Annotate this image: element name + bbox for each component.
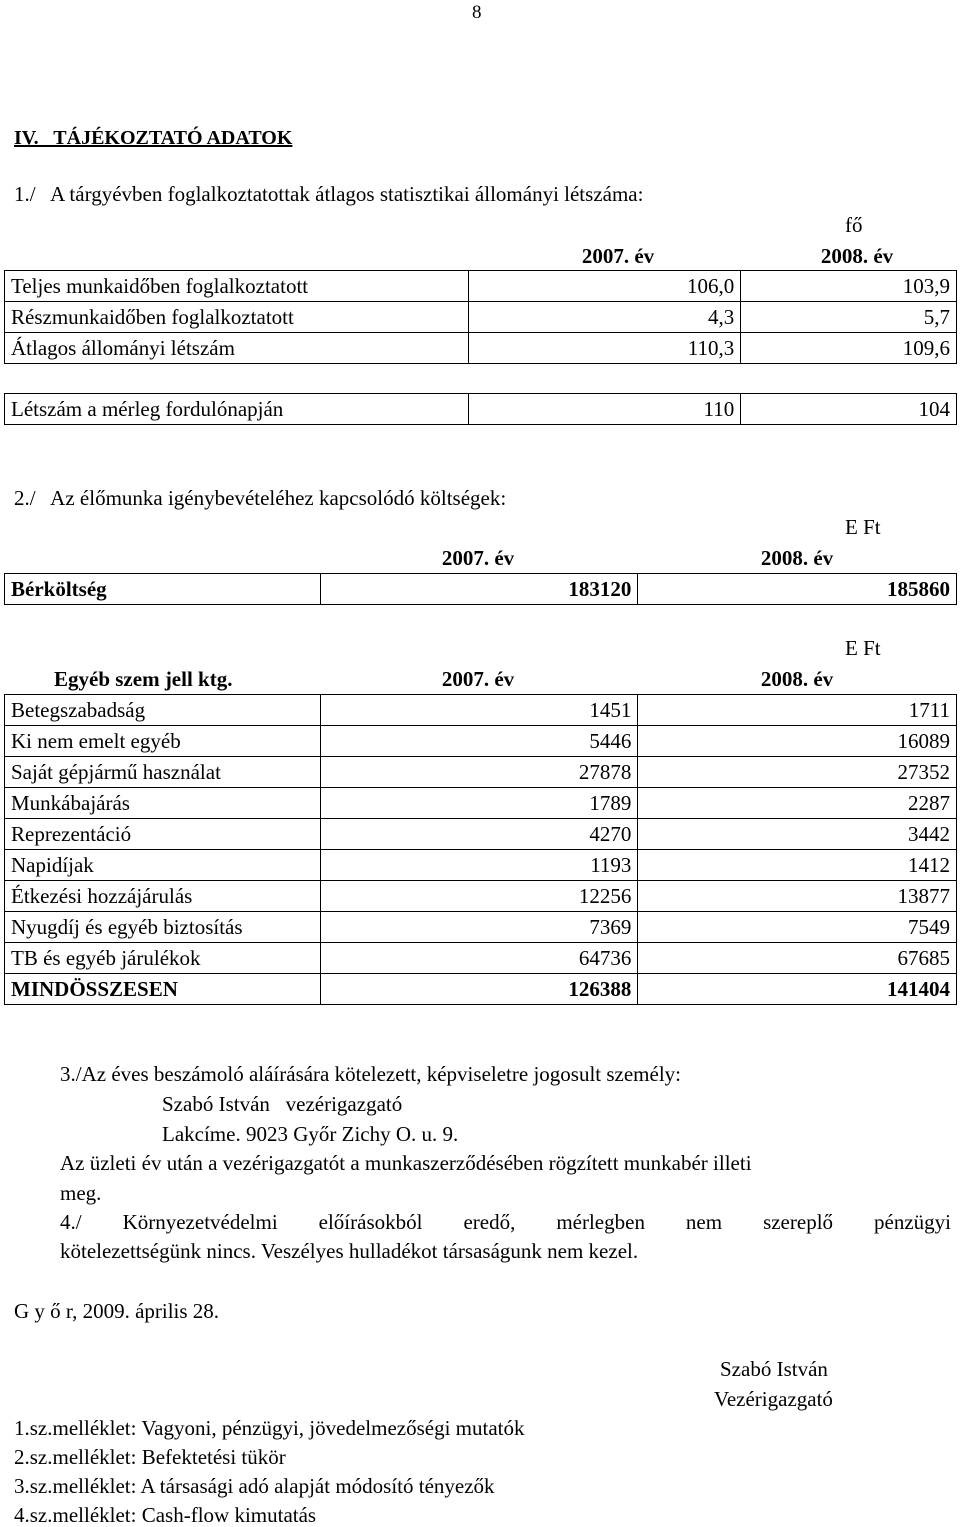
- table-row: [5, 302, 957, 333]
- other-costs-table: [4, 694, 957, 1005]
- value-2008: 13877: [638, 881, 957, 912]
- table-row: [5, 850, 957, 881]
- value-2007: 7369: [320, 912, 638, 943]
- row-label: Napidíjak: [5, 850, 321, 881]
- row-label: Létszám a mérleg fordulónapján: [5, 394, 469, 425]
- table-row: [5, 574, 957, 605]
- value-2008: 27352: [638, 757, 957, 788]
- headcount-table: [4, 270, 957, 364]
- value-2007: 110: [468, 394, 741, 425]
- section-3-line-4: Az üzleti év után a vezérigazgatót a munkaszerződésében rögzített munkabér illeti: [60, 1151, 752, 1175]
- row-label: Átlagos állományi létszám: [5, 333, 469, 364]
- row-label: Bérköltség: [5, 574, 321, 605]
- table-row: [5, 912, 957, 943]
- table-row: [5, 333, 957, 364]
- table-row: [5, 788, 957, 819]
- table-row: [5, 881, 957, 912]
- value-2007: 5446: [320, 726, 638, 757]
- other-costs-header: Egyéb szem jell ktg.: [54, 667, 233, 691]
- value-2007: 27878: [320, 757, 638, 788]
- section-4-line-1: 4./ Környezetvédelmi előírásokból eredő, mérlegben nem szereplő pénzügyi: [60, 1210, 951, 1234]
- section-2-col-2008: 2008. év: [760, 546, 834, 570]
- other-costs-unit: E Ft: [845, 636, 881, 660]
- section-4-line-2: kötelezettségünk nincs. Veszélyes hulladékot társaságunk nem kezel.: [60, 1239, 639, 1263]
- value-2007: 64736: [320, 943, 638, 974]
- section-1-unit: fő: [845, 213, 863, 237]
- value-2008: 5,7: [741, 302, 957, 333]
- value-2007: 1451: [320, 695, 638, 726]
- other-costs-col-2008: 2008. év: [760, 667, 834, 691]
- table-row: [5, 943, 957, 974]
- attachment-3: 3.sz.melléklet: A társasági adó alapját módosító tényezők: [14, 1474, 495, 1498]
- value-2007: 110,3: [468, 333, 741, 364]
- row-label: Étkezési hozzájárulás: [5, 881, 321, 912]
- value-2007: 183120: [320, 574, 638, 605]
- section-1-col-2008: 2008. év: [820, 244, 894, 268]
- table-row: [5, 394, 957, 425]
- wage-cost-table: [4, 573, 957, 605]
- table-row: [5, 726, 957, 757]
- value-2008: 109,6: [741, 333, 957, 364]
- value-2007: 1789: [320, 788, 638, 819]
- value-2008: 3442: [638, 819, 957, 850]
- section-1-col-2007: 2007. év: [581, 244, 655, 268]
- representative-name: Szabó István vezérigazgató: [162, 1092, 403, 1116]
- row-label: Saját gépjármű használat: [5, 757, 321, 788]
- table-row: [5, 819, 957, 850]
- value-2008: 7549: [638, 912, 957, 943]
- value-2007: 106,0: [468, 271, 741, 302]
- section-3-line-5: meg.: [60, 1181, 102, 1205]
- attachment-2: 2.sz.melléklet: Befektetési tükör: [14, 1445, 286, 1469]
- value-2008: 67685: [638, 943, 957, 974]
- section-title: IV. TÁJÉKOZTATÓ ADATOK: [14, 127, 293, 149]
- value-2008: 16089: [638, 726, 957, 757]
- value-2007: 4270: [320, 819, 638, 850]
- total-2008: 141404: [638, 974, 957, 1005]
- section-3-line-1: 3./Az éves beszámoló aláírására kötelezett, képviseletre jogosult személy:: [60, 1062, 682, 1086]
- representative-address: Lakcíme. 9023 Győr Zichy O. u. 9.: [162, 1122, 459, 1146]
- row-label: Ki nem emelt egyéb: [5, 726, 321, 757]
- signature-title: Vezérigazgató: [714, 1387, 833, 1411]
- section-1-heading: 1./ A tárgyévben foglalkoztatottak átlagos statisztikai állományi létszáma:: [14, 182, 644, 206]
- row-label: Részmunkaidőben foglalkoztatott: [5, 302, 469, 333]
- value-2008: 103,9: [741, 271, 957, 302]
- other-costs-col-2007: 2007. év: [441, 667, 515, 691]
- attachment-1: 1.sz.melléklet: Vagyoni, pénzügyi, jövedelmezőségi mutatók: [14, 1416, 525, 1440]
- value-2008: 104: [741, 394, 957, 425]
- section-2-heading: 2./ Az élőmunka igénybevételéhez kapcsolódó költségek:: [14, 486, 507, 510]
- value-2007: 4,3: [468, 302, 741, 333]
- place-date: G y ő r, 2009. április 28.: [14, 1299, 220, 1323]
- total-2007: 126388: [320, 974, 638, 1005]
- row-label: TB és egyéb járulékok: [5, 943, 321, 974]
- value-2008: 1711: [638, 695, 957, 726]
- section-2-col-2007: 2007. év: [441, 546, 515, 570]
- total-label: MINDÖSSZESEN: [5, 974, 321, 1005]
- row-label: Munkábajárás: [5, 788, 321, 819]
- signature-name: Szabó István: [720, 1357, 828, 1381]
- table-row: [5, 271, 957, 302]
- row-label: Betegszabadság: [5, 695, 321, 726]
- row-label: Reprezentáció: [5, 819, 321, 850]
- value-2007: 1193: [320, 850, 638, 881]
- row-label: Teljes munkaidőben foglalkoztatott: [5, 271, 469, 302]
- table-row: [5, 695, 957, 726]
- value-2008: 2287: [638, 788, 957, 819]
- value-2008: 1412: [638, 850, 957, 881]
- value-2008: 185860: [638, 574, 957, 605]
- value-2007: 12256: [320, 881, 638, 912]
- page-number: 8: [472, 2, 482, 23]
- attachment-4: 4.sz.melléklet: Cash-flow kimutatás: [14, 1503, 317, 1527]
- closing-headcount-table: [4, 393, 957, 425]
- total-row: [5, 974, 957, 1005]
- section-2-unit: E Ft: [845, 515, 881, 539]
- row-label: Nyugdíj és egyéb biztosítás: [5, 912, 321, 943]
- table-row: [5, 757, 957, 788]
